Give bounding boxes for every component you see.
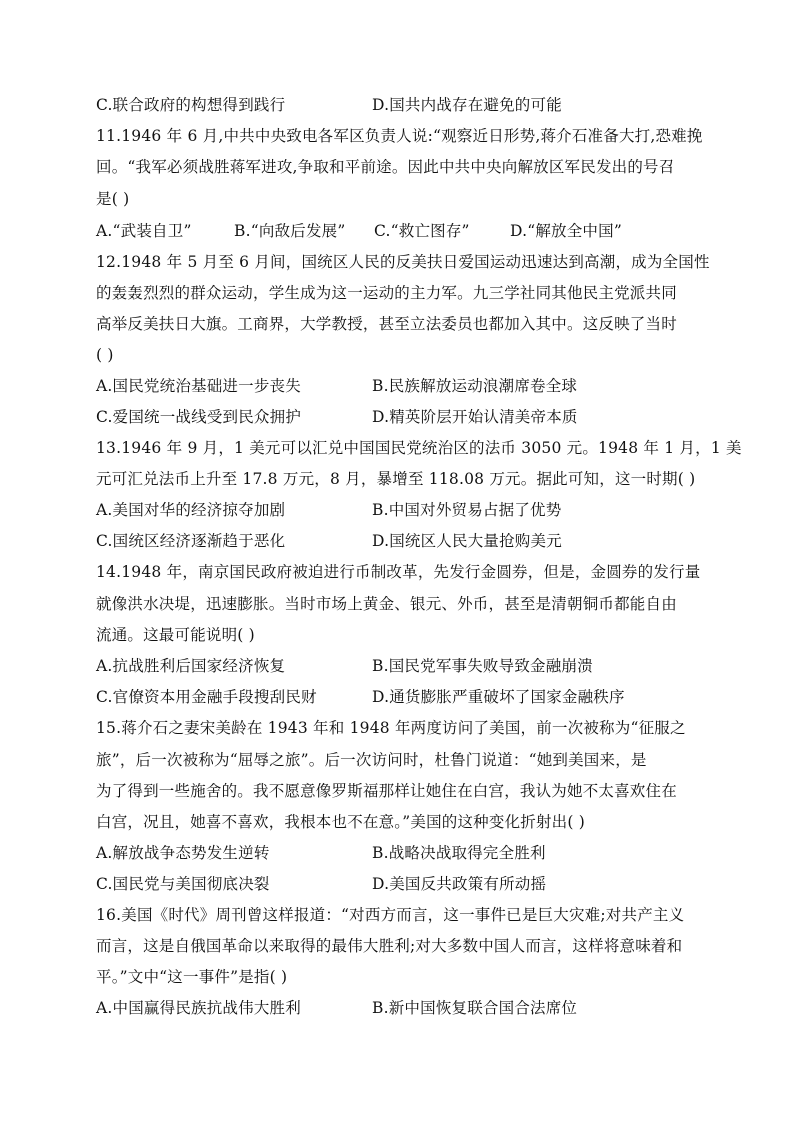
q15-stem-line-1: 15.蒋介石之妻宋美龄在 1943 年和 1948 年两度访问了美国，前一次被称为“征服之: [96, 719, 686, 737]
q14-stem-line-3: 流通。这最可能说明( ): [96, 626, 255, 644]
q13-option-b[interactable]: B.中国对外贸易占据了优势: [372, 501, 562, 519]
q13-options-row-1: [96, 495, 706, 525]
q13-options-row-2: [96, 526, 706, 556]
q15-options-row-2: [96, 869, 706, 899]
q15-option-a[interactable]: A.解放战争态势发生逆转: [96, 844, 270, 862]
q15-option-c[interactable]: C.国民党与美国彻底决裂: [96, 875, 270, 893]
q10-option-c[interactable]: C.联合政府的构想得到践行: [96, 96, 286, 114]
q12-stem-line-1: 12.1948 年 5 月至 6 月间，国统区人民的反美扶日爱国运动迅速达到高潮，成为全国性: [96, 253, 710, 271]
q13-stem-line-2: 元可汇兑法币上升至 17.8 万元，8 月，暴增至 118.08 万元。据此可知，这一时期( ): [96, 470, 696, 488]
q14-option-c[interactable]: C.官僚资本用金融手段搜刮民财: [96, 688, 317, 706]
q12-options-row-1: [96, 371, 706, 401]
q14-options-row-2: [96, 682, 706, 712]
q11-option-d[interactable]: D.“解放全中国”: [510, 222, 622, 240]
q12-stem-line-4: ( ): [96, 346, 114, 364]
q13-option-a[interactable]: A.美国对华的经济掠夺加剧: [96, 501, 286, 519]
q15-options-row-1: [96, 838, 706, 868]
q11-options-row: [96, 216, 706, 246]
q11-stem-line-3: 是( ): [96, 190, 130, 208]
q16-stem-line-3: 平。”文中“这一事件”是指( ): [96, 968, 288, 986]
q11-stem-line-1: 11.1946 年 6 月,中共中央致电各军区负责人说:“观察近日形势,蒋介石准备大打,恐难挽: [96, 127, 703, 145]
q12-stem-line-2: 的轰轰烈烈的群众运动，学生成为这一运动的主力军。九三学社同其他民主党派共同: [96, 284, 677, 302]
q16-stem-line-2: 而言，这是自俄国革命以来取得的最伟大胜利;对大多数中国人而言，这样将意味着和: [96, 937, 683, 955]
q14-option-d[interactable]: D.通货膨胀严重破坏了国家金融秩序: [372, 688, 625, 706]
q14-stem-line-1: 14.1948 年，南京国民政府被迫进行币制改革，先发行金圆券，但是，金圆券的发行量: [96, 563, 701, 581]
q12-stem-line-3: 高举反美扶日大旗。工商界，大学教授，甚至立法委员也都加入其中。这反映了当时: [96, 315, 677, 333]
q15-stem-line-2: 旅”，后一次被称为“屈辱之旅”。后一次访问时，杜鲁门说道：“她到美国来，是: [96, 751, 647, 769]
q16-option-b[interactable]: B.新中国恢复联合国合法席位: [372, 999, 578, 1017]
q12-option-c[interactable]: C.爱国统一战线受到民众拥护: [96, 408, 302, 426]
q11-stem-line-2: 回。“我军必须战胜蒋军进攻,争取和平前途。因此中共中央向解放区军民发出的号召: [96, 158, 675, 176]
q15-stem-line-3: 为了得到一些施舍的。我不愿意像罗斯福那样让她住在白宫，我认为她不太喜欢住在: [96, 782, 677, 800]
q14-option-b[interactable]: B.国民党军事失败导致金融崩溃: [372, 657, 593, 675]
q10-options-row-2: [96, 90, 706, 120]
q13-stem-line-1: 13.1946 年 9 月，1 美元可以汇兑中国国民党统治区的法币 3050 元。1948 年 1 月，1 美: [96, 439, 742, 457]
q10-option-d[interactable]: D.国共内战存在避免的可能: [372, 96, 562, 114]
q11-option-b[interactable]: B.“向敌后发展”: [234, 222, 346, 240]
q12-options-row-2: [96, 402, 706, 432]
q11-option-c[interactable]: C.“救亡图存”: [374, 222, 470, 240]
q14-options-row-1: [96, 651, 706, 681]
q11-option-a[interactable]: A.“武装自卫”: [96, 222, 192, 240]
q12-option-b[interactable]: B.民族解放运动浪潮席卷全球: [372, 377, 578, 395]
q13-option-c[interactable]: C.国统区经济逐渐趋于恶化: [96, 532, 286, 550]
q12-option-a[interactable]: A.国民党统治基础进一步丧失: [96, 377, 301, 395]
q12-option-d[interactable]: D.精英阶层开始认清美帝本质: [372, 408, 578, 426]
q16-option-a[interactable]: A.中国赢得民族抗战伟大胜利: [96, 999, 301, 1017]
q15-option-b[interactable]: B.战略决战取得完全胜利: [372, 844, 546, 862]
q16-stem-line-1: 16.美国《时代》周刊曾这样报道：“对西方而言，这一事件已是巨大灾难;对共产主义: [96, 906, 685, 924]
q15-option-d[interactable]: D.美国反共政策有所动摇: [372, 875, 547, 893]
q13-option-d[interactable]: D.国统区人民大量抢购美元: [372, 532, 562, 550]
q14-option-a[interactable]: A.抗战胜利后国家经济恢复: [96, 657, 286, 675]
q15-stem-line-4: 白宫，况且，她喜不喜欢，我根本也不在意。”美国的这种变化折射出( ): [96, 813, 585, 831]
q14-stem-line-2: 就像洪水决堤，迅速膨胀。当时市场上黄金、银元、外币，甚至是清朝铜币都能自由: [96, 595, 677, 613]
q16-options-row-1: [96, 993, 706, 1023]
